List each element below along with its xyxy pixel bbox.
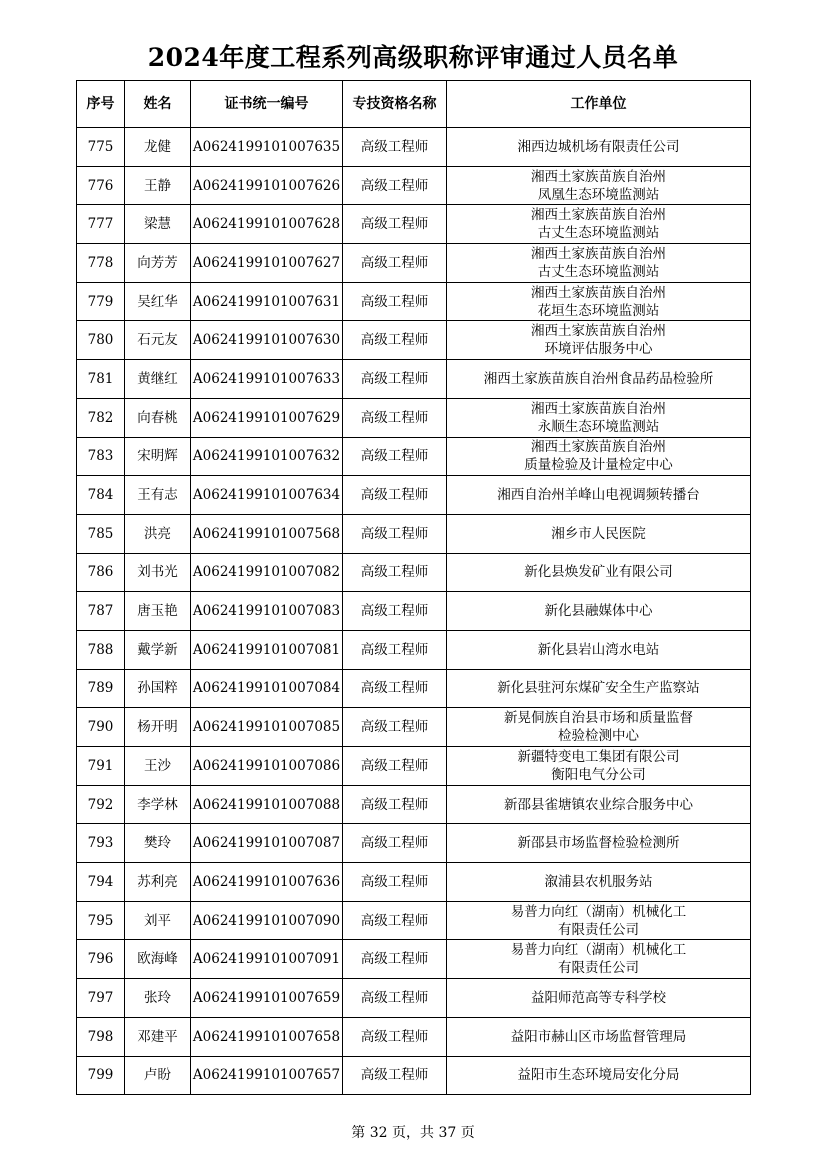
cell-name: 宋明辉 — [125, 437, 191, 476]
cell-unit-line: 易普力向红（湖南）机械化工 — [510, 903, 687, 920]
cell-unit — [447, 708, 751, 747]
table-row — [77, 1017, 751, 1056]
cell-qual: 高级工程师 — [343, 205, 447, 244]
cell-unit-line: 湘乡市人民医院 — [551, 525, 646, 542]
cell-qual: 高级工程师 — [343, 708, 447, 747]
table-row — [77, 244, 751, 283]
cell-seq: 779 — [77, 282, 125, 321]
cell-unit — [447, 747, 751, 786]
cell-qual: 高级工程师 — [343, 979, 447, 1018]
cell-qual: 高级工程师 — [343, 244, 447, 283]
cell-unit-line: 质量检验及计量检定中心 — [524, 457, 673, 474]
table-row — [77, 824, 751, 863]
cell-unit — [447, 553, 751, 592]
cell-name: 石元友 — [125, 321, 191, 360]
cell-qual: 高级工程师 — [343, 282, 447, 321]
cell-cert: A0624199101007633 — [191, 360, 343, 399]
cell-qual: 高级工程师 — [343, 128, 447, 167]
cell-qual: 高级工程师 — [343, 863, 447, 902]
cell-unit — [447, 592, 751, 631]
column-header-seq: 序号 — [77, 81, 125, 128]
cell-unit-line: 衡阳电气分公司 — [551, 766, 646, 783]
cell-unit-line: 益阳市赫山区市场监督管理局 — [510, 1028, 687, 1045]
cell-cert: A0624199101007090 — [191, 901, 343, 940]
cell-unit-line: 永顺生态环境监测站 — [537, 418, 660, 435]
cell-qual: 高级工程师 — [343, 747, 447, 786]
cell-qual: 高级工程师 — [343, 669, 447, 708]
cell-unit-line: 有限责任公司 — [558, 960, 639, 977]
cell-cert: A0624199101007087 — [191, 824, 343, 863]
cell-qual: 高级工程师 — [343, 824, 447, 863]
cell-name: 欧海峰 — [125, 940, 191, 979]
cell-qual: 高级工程师 — [343, 592, 447, 631]
cell-unit-line: 有限责任公司 — [558, 921, 639, 938]
cell-seq: 785 — [77, 514, 125, 553]
table-row — [77, 282, 751, 321]
table-row — [77, 940, 751, 979]
cell-unit — [447, 360, 751, 399]
cell-seq: 784 — [77, 476, 125, 515]
cell-cert: A0624199101007083 — [191, 592, 343, 631]
cell-name: 苏利亮 — [125, 863, 191, 902]
cell-unit — [447, 1056, 751, 1095]
table-row — [77, 128, 751, 167]
cell-unit-line: 新化县驻河东煤矿安全生产监察站 — [497, 680, 700, 697]
cell-seq: 795 — [77, 901, 125, 940]
cell-unit — [447, 166, 751, 205]
cell-unit — [447, 785, 751, 824]
table-row — [77, 553, 751, 592]
cell-cert: A0624199101007659 — [191, 979, 343, 1018]
cell-unit — [447, 669, 751, 708]
table-row — [77, 979, 751, 1018]
cell-unit — [447, 205, 751, 244]
cell-seq: 793 — [77, 824, 125, 863]
column-header-unit: 工作单位 — [447, 81, 751, 128]
cell-qual: 高级工程师 — [343, 398, 447, 437]
cell-unit — [447, 979, 751, 1018]
cell-qual: 高级工程师 — [343, 360, 447, 399]
cell-qual: 高级工程师 — [343, 901, 447, 940]
cell-cert: A0624199101007627 — [191, 244, 343, 283]
table-row — [77, 398, 751, 437]
cell-cert: A0624199101007634 — [191, 476, 343, 515]
cell-seq: 792 — [77, 785, 125, 824]
table-row — [77, 1056, 751, 1095]
cell-unit-line: 凤凰生态环境监测站 — [537, 186, 660, 203]
cell-seq: 777 — [77, 205, 125, 244]
cell-qual: 高级工程师 — [343, 166, 447, 205]
table-row — [77, 514, 751, 553]
cell-unit-line: 古丈生态环境监测站 — [537, 225, 660, 242]
table-row — [77, 630, 751, 669]
cell-cert: A0624199101007632 — [191, 437, 343, 476]
cell-name: 杨开明 — [125, 708, 191, 747]
cell-qual: 高级工程师 — [343, 940, 447, 979]
cell-name: 王有志 — [125, 476, 191, 515]
cell-name: 刘平 — [125, 901, 191, 940]
cell-unit — [447, 398, 751, 437]
cell-seq: 796 — [77, 940, 125, 979]
cell-qual: 高级工程师 — [343, 476, 447, 515]
cell-qual: 高级工程师 — [343, 1017, 447, 1056]
cell-unit — [447, 824, 751, 863]
table-row — [77, 205, 751, 244]
cell-cert: A0624199101007658 — [191, 1017, 343, 1056]
cell-cert: A0624199101007630 — [191, 321, 343, 360]
cell-unit-line: 湘西土家族苗族自治州 — [531, 207, 666, 224]
cell-unit-line: 新晃侗族自治县市场和质量监督 — [504, 710, 693, 727]
cell-seq: 799 — [77, 1056, 125, 1095]
cell-name: 王静 — [125, 166, 191, 205]
cell-seq: 778 — [77, 244, 125, 283]
cell-unit — [447, 514, 751, 553]
cell-unit — [447, 630, 751, 669]
cell-qual: 高级工程师 — [343, 437, 447, 476]
cell-name: 刘书光 — [125, 553, 191, 592]
cell-cert: A0624199101007091 — [191, 940, 343, 979]
cell-cert: A0624199101007628 — [191, 205, 343, 244]
table-row — [77, 747, 751, 786]
cell-name: 龙健 — [125, 128, 191, 167]
cell-seq: 794 — [77, 863, 125, 902]
cell-unit-line: 益阳师范高等专科学校 — [531, 989, 666, 1006]
cell-qual: 高级工程师 — [343, 321, 447, 360]
cell-unit — [447, 128, 751, 167]
cell-unit-line: 湘西土家族苗族自治州 — [531, 245, 666, 262]
table-row — [77, 360, 751, 399]
table-row — [77, 785, 751, 824]
cell-name: 张玲 — [125, 979, 191, 1018]
cell-unit-line: 湘西自治州羊峰山电视调频转播台 — [497, 487, 700, 504]
cell-cert: A0624199101007082 — [191, 553, 343, 592]
cell-unit-line: 环境评估服务中心 — [544, 341, 653, 358]
cell-cert: A0624199101007636 — [191, 863, 343, 902]
cell-seq: 775 — [77, 128, 125, 167]
cell-cert: A0624199101007631 — [191, 282, 343, 321]
cell-name: 向芳芳 — [125, 244, 191, 283]
table-row — [77, 592, 751, 631]
roster-table — [76, 80, 751, 1095]
cell-name: 向春桃 — [125, 398, 191, 437]
cell-name: 戴学新 — [125, 630, 191, 669]
cell-unit-line: 新化县融媒体中心 — [544, 603, 653, 620]
table-row — [77, 321, 751, 360]
cell-name: 黄继红 — [125, 360, 191, 399]
cell-cert: A0624199101007635 — [191, 128, 343, 167]
cell-unit — [447, 476, 751, 515]
cell-unit — [447, 321, 751, 360]
cell-seq: 790 — [77, 708, 125, 747]
cell-name: 吴红华 — [125, 282, 191, 321]
cell-unit — [447, 282, 751, 321]
table-row — [77, 166, 751, 205]
table-row — [77, 476, 751, 515]
table-row — [77, 437, 751, 476]
cell-seq: 787 — [77, 592, 125, 631]
cell-seq: 786 — [77, 553, 125, 592]
cell-unit-line: 湘西土家族苗族自治州 — [531, 439, 666, 456]
cell-unit-line: 检验检测中心 — [558, 728, 639, 745]
cell-seq: 798 — [77, 1017, 125, 1056]
table-row — [77, 901, 751, 940]
cell-unit-line: 湘西土家族苗族自治州食品药品检验所 — [483, 370, 714, 387]
cell-unit-line: 新化县焕发矿业有限公司 — [524, 564, 673, 581]
cell-unit-line: 湘西土家族苗族自治州 — [531, 168, 666, 185]
cell-seq: 791 — [77, 747, 125, 786]
cell-cert: A0624199101007626 — [191, 166, 343, 205]
cell-cert: A0624199101007081 — [191, 630, 343, 669]
cell-cert: A0624199101007088 — [191, 785, 343, 824]
cell-seq: 780 — [77, 321, 125, 360]
table-row — [77, 708, 751, 747]
cell-cert: A0624199101007629 — [191, 398, 343, 437]
cell-seq: 788 — [77, 630, 125, 669]
cell-unit-line: 古丈生态环境监测站 — [537, 263, 660, 280]
page-title: 2024年度工程系列高级职称评审通过人员名单 — [147, 43, 679, 72]
cell-cert: A0624199101007657 — [191, 1056, 343, 1095]
cell-cert: A0624199101007086 — [191, 747, 343, 786]
cell-unit-line: 新邵县市场监督检验检测所 — [517, 835, 680, 852]
cell-unit-line: 花垣生态环境监测站 — [537, 302, 660, 319]
table-header-row — [77, 81, 751, 128]
cell-qual: 高级工程师 — [343, 630, 447, 669]
cell-name: 孙国粹 — [125, 669, 191, 708]
cell-unit-line: 益阳市生态环境局安化分局 — [517, 1067, 680, 1084]
cell-seq: 783 — [77, 437, 125, 476]
cell-unit-line: 湘西土家族苗族自治州 — [531, 400, 666, 417]
page-footer: 第 32 页，共 37 页 — [351, 1125, 475, 1141]
cell-seq: 781 — [77, 360, 125, 399]
cell-unit — [447, 901, 751, 940]
cell-cert: A0624199101007568 — [191, 514, 343, 553]
cell-qual: 高级工程师 — [343, 785, 447, 824]
cell-unit-line: 新邵县雀塘镇农业综合服务中心 — [504, 796, 693, 813]
cell-unit-line: 易普力向红（湖南）机械化工 — [510, 942, 687, 959]
table-row — [77, 863, 751, 902]
roster-body — [77, 128, 751, 1095]
cell-name: 李学林 — [125, 785, 191, 824]
cell-name: 唐玉艳 — [125, 592, 191, 631]
cell-qual: 高级工程师 — [343, 514, 447, 553]
cell-qual: 高级工程师 — [343, 1056, 447, 1095]
cell-name: 洪亮 — [125, 514, 191, 553]
cell-name: 王沙 — [125, 747, 191, 786]
column-header-qual: 专技资格名称 — [343, 81, 447, 128]
cell-seq: 782 — [77, 398, 125, 437]
cell-cert: A0624199101007084 — [191, 669, 343, 708]
cell-name: 樊玲 — [125, 824, 191, 863]
cell-unit — [447, 863, 751, 902]
cell-unit-line: 溆浦县农机服务站 — [544, 873, 653, 890]
cell-unit — [447, 940, 751, 979]
cell-unit — [447, 244, 751, 283]
cell-seq: 789 — [77, 669, 125, 708]
cell-unit-line: 湘西土家族苗族自治州 — [531, 323, 666, 340]
cell-seq: 776 — [77, 166, 125, 205]
column-header-name: 姓名 — [125, 81, 191, 128]
cell-unit-line: 湘西边城机场有限责任公司 — [517, 138, 680, 155]
cell-seq: 797 — [77, 979, 125, 1018]
cell-unit-line: 新疆特变电工集团有限公司 — [517, 748, 680, 765]
cell-unit-line: 湘西土家族苗族自治州 — [531, 284, 666, 301]
cell-unit-line: 新化县岩山湾水电站 — [537, 641, 660, 658]
cell-unit — [447, 437, 751, 476]
cell-unit — [447, 1017, 751, 1056]
cell-name: 梁慧 — [125, 205, 191, 244]
cell-name: 卢盼 — [125, 1056, 191, 1095]
cell-cert: A0624199101007085 — [191, 708, 343, 747]
cell-qual: 高级工程师 — [343, 553, 447, 592]
cell-name: 邓建平 — [125, 1017, 191, 1056]
column-header-cert: 证书统一编号 — [191, 81, 343, 128]
table-row — [77, 669, 751, 708]
